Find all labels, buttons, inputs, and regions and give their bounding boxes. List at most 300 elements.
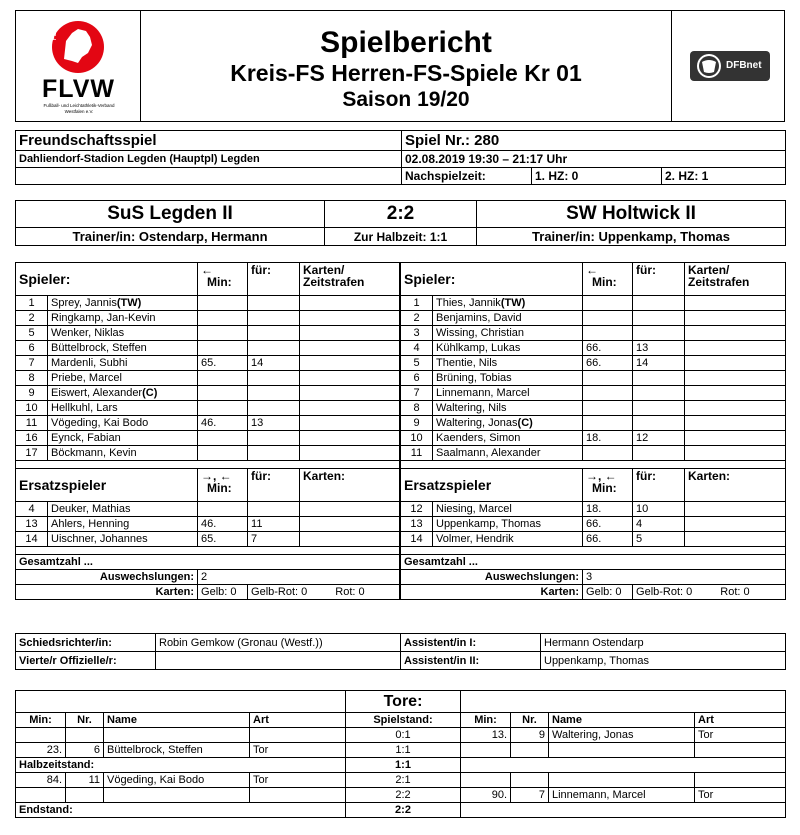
home-karten-label: Karten:	[16, 585, 198, 600]
officials-table	[15, 633, 786, 670]
player-row	[401, 386, 786, 401]
home-player-number: 17	[16, 446, 48, 461]
season-title: Saison 19/20	[342, 88, 470, 111]
away-player-number: 6	[401, 371, 433, 386]
assistant1-label: Assistent/in I:	[401, 634, 541, 652]
home-goal-number: 11	[66, 773, 104, 788]
player-name-text: Waltering, Nils	[436, 402, 507, 414]
flvw-logo	[16, 11, 141, 121]
player-name-text: Waltering, Jonas	[436, 417, 518, 429]
home-player-name	[48, 386, 198, 401]
away-goal-type	[695, 743, 786, 758]
away-sub-number: 14	[401, 532, 433, 547]
home-player-sub-for	[248, 401, 300, 416]
goal-row	[16, 728, 786, 743]
home-player-sub-for: 14	[248, 356, 300, 371]
player-row	[401, 446, 786, 461]
home-sub-sub-for: 7	[248, 532, 300, 547]
goal-row	[16, 773, 786, 788]
home-auswechslungen-label: Auswechslungen:	[16, 570, 198, 585]
away-sub-sub-minute: 66.	[583, 532, 633, 547]
away-sub-sub-minute: 18.	[583, 502, 633, 517]
home-player-name	[48, 416, 198, 431]
away-player-number: 10	[401, 431, 433, 446]
halbzeitstand-row	[16, 758, 786, 773]
home-player-sub-for	[248, 371, 300, 386]
player-row	[401, 401, 786, 416]
away-player-name	[433, 341, 583, 356]
goals-table	[15, 690, 786, 818]
away-ersatz-header: Ersatzspieler	[401, 469, 583, 502]
player-name-text: Kühlkamp, Lukas	[436, 342, 521, 354]
home-goal-minute	[16, 728, 66, 743]
home-player-cards	[300, 386, 400, 401]
away-sub-name	[433, 502, 583, 517]
home-player-sub-for	[248, 446, 300, 461]
home-goal-scorer	[104, 728, 250, 743]
home-sub-sub-minute: 46.	[198, 517, 248, 532]
home-player-sub-for	[248, 311, 300, 326]
match-venue: Dahliendorf-Stadion Legden (Hauptpl) Legden	[16, 151, 402, 168]
away-player-name	[433, 416, 583, 431]
away-arrow-left-icon: ←	[586, 263, 599, 277]
away-karten-label: Karten:	[401, 585, 583, 600]
player-row	[401, 341, 786, 356]
away-goal-number: 7	[511, 788, 549, 803]
home-player-number: 2	[16, 311, 48, 326]
endstand-label: Endstand:	[16, 803, 346, 818]
player-name-text: Niesing, Marcel	[436, 503, 512, 515]
home-player-name	[48, 311, 198, 326]
home-player-number: 11	[16, 416, 48, 431]
player-name-text: Thentie, Nils	[436, 357, 498, 369]
home-sub-name	[48, 517, 198, 532]
away-gelbrot: Gelb-Rot: 0	[636, 586, 693, 598]
report-header	[15, 10, 785, 122]
player-name-text: Benjamins, David	[436, 312, 522, 324]
player-row	[401, 371, 786, 386]
home-sub-cards	[300, 502, 400, 517]
referee-name: Robin Gemkow (Gronau (Westf.))	[156, 634, 401, 652]
away-goal-scorer	[549, 743, 695, 758]
away-goal-min-header: Min:	[461, 713, 511, 728]
home-sub-sub-for: 11	[248, 517, 300, 532]
home-sub-sub-minute: 65.	[198, 532, 248, 547]
dfbnet-logo	[671, 11, 784, 121]
sub-arrows-icon: →, ←	[201, 469, 232, 483]
away-goal-minute	[461, 743, 511, 758]
endstand-empty	[461, 803, 786, 818]
match-type: Freundschaftsspiel	[16, 131, 402, 151]
away-player-sub-for	[633, 371, 685, 386]
second-half-extra: 2. HZ: 1	[662, 168, 786, 185]
away-player-number: 2	[401, 311, 433, 326]
home-player-cards	[300, 341, 400, 356]
away-goal-type: Tor	[695, 788, 786, 803]
away-player-name	[433, 401, 583, 416]
player-row	[16, 386, 400, 401]
home-player-name	[48, 446, 198, 461]
away-goal-number	[511, 773, 549, 788]
away-sub-min-header: Min:	[592, 481, 617, 495]
away-player-number: 5	[401, 356, 433, 371]
home-goal-art-header: Art	[250, 713, 346, 728]
home-player-name	[48, 401, 198, 416]
away-player-number: 8	[401, 401, 433, 416]
karten-header: Karten/	[303, 263, 345, 277]
player-name-text: Linnemann, Marcel	[436, 387, 530, 399]
away-goal-name-header: Name	[549, 713, 695, 728]
player-row	[16, 341, 400, 356]
away-player-sub-for	[633, 386, 685, 401]
away-sub-sub-minute: 66.	[583, 517, 633, 532]
player-name-text: Büttelbrock, Steffen	[51, 342, 147, 354]
player-row	[401, 416, 786, 431]
goal-row	[16, 743, 786, 758]
home-rot: Rot: 0	[335, 586, 365, 598]
spielstand-header: Spielstand:	[346, 713, 461, 728]
away-goal-art-header: Art	[695, 713, 786, 728]
away-player-cards	[685, 371, 786, 386]
away-sub-sub-for: 4	[633, 517, 685, 532]
min-header: Min:	[207, 275, 232, 289]
match-info-table	[15, 130, 786, 185]
player-name-text: Mardenli, Subhi	[51, 357, 128, 369]
home-player-sub-minute	[198, 326, 248, 341]
away-auswechslungen: 3	[583, 570, 786, 585]
away-player-sub-for	[633, 296, 685, 311]
away-player-number: 11	[401, 446, 433, 461]
away-sub-name	[433, 532, 583, 547]
away-player-sub-minute	[583, 401, 633, 416]
away-goal-number	[511, 743, 549, 758]
away-goal-type	[695, 773, 786, 788]
away-goal-scorer	[549, 773, 695, 788]
away-goal-minute: 13.	[461, 728, 511, 743]
away-goal-scorer: Linnemann, Marcel	[549, 788, 695, 803]
player-row	[16, 532, 400, 547]
away-gelb: Gelb: 0	[583, 585, 633, 600]
away-trainer: Trainer/in: Uppenkamp, Thomas	[477, 228, 786, 246]
away-player-sub-minute	[583, 326, 633, 341]
away-sub-number: 12	[401, 502, 433, 517]
home-player-sub-minute	[198, 446, 248, 461]
home-sub-cards	[300, 517, 400, 532]
home-player-name	[48, 371, 198, 386]
home-sub-name	[48, 532, 198, 547]
away-player-cards	[685, 401, 786, 416]
player-name-text: Wenker, Niklas	[51, 327, 125, 339]
home-goal-number	[66, 728, 104, 743]
endstand-row	[16, 803, 786, 818]
home-player-cards	[300, 401, 400, 416]
home-gelb: Gelb: 0	[198, 585, 248, 600]
home-player-sub-minute	[198, 311, 248, 326]
away-spieler-header: Spieler:	[401, 263, 583, 296]
away-player-sub-minute	[583, 386, 633, 401]
away-player-name	[433, 386, 583, 401]
home-sub-number: 4	[16, 502, 48, 517]
player-row	[16, 356, 400, 371]
home-sub-name	[48, 502, 198, 517]
home-player-sub-minute	[198, 341, 248, 356]
goal-score: 2:2	[346, 788, 461, 803]
arrow-left-icon: ←	[201, 263, 214, 277]
player-name-text: Ahlers, Henning	[51, 518, 130, 530]
away-team-name: SW Holtwick II	[477, 201, 786, 228]
flvw-text: FLVW	[42, 75, 115, 103]
away-player-sub-for	[633, 446, 685, 461]
away-min-header: Min:	[592, 275, 617, 289]
away-player-name	[433, 356, 583, 371]
player-name-text: Deuker, Mathias	[51, 503, 131, 515]
player-row	[401, 296, 786, 311]
away-players-table	[400, 262, 786, 600]
home-goal-number: 6	[66, 743, 104, 758]
player-name-text: Eynck, Fabian	[51, 432, 121, 444]
away-player-sub-minute: 66.	[583, 356, 633, 371]
player-row	[16, 416, 400, 431]
away-goal-scorer: Waltering, Jonas	[549, 728, 695, 743]
away-player-sub-minute	[583, 446, 633, 461]
home-player-name	[48, 431, 198, 446]
away-goal-minute	[461, 773, 511, 788]
home-sub-number: 13	[16, 517, 48, 532]
away-player-cards	[685, 356, 786, 371]
fourth-official-name	[156, 652, 401, 670]
home-player-number: 6	[16, 341, 48, 356]
home-player-name	[48, 341, 198, 356]
home-player-sub-minute: 65.	[198, 356, 248, 371]
home-player-number: 16	[16, 431, 48, 446]
away-auswechslungen-label: Auswechslungen:	[401, 570, 583, 585]
away-player-cards	[685, 386, 786, 401]
home-player-number: 7	[16, 356, 48, 371]
home-goal-name-header: Name	[104, 713, 250, 728]
fourth-official-label: Vierte/r Offizielle/r:	[16, 652, 156, 670]
sub-karten-header: Karten:	[300, 469, 400, 502]
player-row	[16, 311, 400, 326]
home-goal-minute	[16, 788, 66, 803]
away-karten-header: Karten/	[688, 263, 730, 277]
away-player-sub-for: 12	[633, 431, 685, 446]
flvw-subtext: Fußball- und Leichtathletik-Verband Westfalen e.V.	[43, 103, 115, 114]
player-name-text: Ringkamp, Jan-Kevin	[51, 312, 156, 324]
halftime-score: Zur Halbzeit: 1:1	[325, 228, 477, 246]
home-player-sub-minute: 46.	[198, 416, 248, 431]
away-goal-minute: 90.	[461, 788, 511, 803]
away-player-cards	[685, 416, 786, 431]
player-row	[16, 431, 400, 446]
page-title: Spielbericht	[320, 26, 492, 59]
away-player-number: 4	[401, 341, 433, 356]
away-player-sub-for	[633, 401, 685, 416]
zeitstrafen-header: Zeitstrafen	[303, 275, 365, 289]
home-sub-cards	[300, 532, 400, 547]
home-player-name	[48, 296, 198, 311]
player-row	[16, 371, 400, 386]
away-player-sub-minute: 66.	[583, 341, 633, 356]
away-sub-cards	[685, 532, 786, 547]
player-role-suffix: (TW)	[116, 297, 142, 309]
home-team-name: SuS Legden II	[16, 201, 325, 228]
player-name-text: Brüning, Tobias	[436, 372, 512, 384]
player-row	[401, 311, 786, 326]
home-player-cards	[300, 356, 400, 371]
away-player-cards	[685, 296, 786, 311]
home-goal-scorer	[104, 788, 250, 803]
home-player-cards	[300, 326, 400, 341]
assistant1-name: Hermann Ostendarp	[541, 634, 786, 652]
home-player-sub-for	[248, 326, 300, 341]
nachspielzeit-label: Nachspielzeit:	[402, 168, 532, 185]
home-player-sub-for	[248, 386, 300, 401]
away-player-name	[433, 431, 583, 446]
away-player-sub-for	[633, 326, 685, 341]
home-player-sub-minute	[198, 296, 248, 311]
away-sub-sub-for: 5	[633, 532, 685, 547]
home-goal-number	[66, 788, 104, 803]
away-player-name	[433, 311, 583, 326]
player-row	[16, 401, 400, 416]
svg-text:FLVW: FLVW	[51, 21, 58, 41]
home-player-sub-for	[248, 431, 300, 446]
competition-title: Kreis-FS Herren-FS-Spiele Kr 01	[230, 60, 582, 86]
home-player-number: 8	[16, 371, 48, 386]
home-player-sub-minute	[198, 431, 248, 446]
home-trainer: Trainer/in: Ostendarp, Hermann	[16, 228, 325, 246]
player-row	[16, 446, 400, 461]
away-player-cards	[685, 446, 786, 461]
player-name-text: Priebe, Marcel	[51, 372, 122, 384]
player-role-suffix: (C)	[142, 387, 158, 399]
away-sub-fuer-header: für:	[633, 469, 685, 502]
home-player-cards	[300, 446, 400, 461]
away-player-cards	[685, 326, 786, 341]
away-sub-number: 13	[401, 517, 433, 532]
away-player-sub-for	[633, 311, 685, 326]
home-player-number: 10	[16, 401, 48, 416]
away-player-sub-minute	[583, 296, 633, 311]
sub-min-header: Min:	[207, 481, 232, 495]
home-player-sub-for	[248, 341, 300, 356]
home-player-cards	[300, 431, 400, 446]
player-name-text: Thies, Jannik	[436, 297, 501, 309]
home-player-sub-minute	[198, 401, 248, 416]
home-players-table	[15, 262, 400, 600]
player-row	[16, 326, 400, 341]
player-row	[401, 517, 786, 532]
away-sub-cards	[685, 517, 786, 532]
fuer-header: für:	[248, 263, 300, 296]
home-goal-scorer: Vögeding, Kai Bodo	[104, 773, 250, 788]
home-player-sub-for: 13	[248, 416, 300, 431]
player-row	[401, 326, 786, 341]
away-rot: Rot: 0	[720, 586, 750, 598]
player-name-text: Sprey, Jannis	[51, 297, 117, 309]
home-player-cards	[300, 296, 400, 311]
player-role-suffix: (C)	[517, 417, 533, 429]
home-sub-sub-minute	[198, 502, 248, 517]
home-player-sub-minute	[198, 386, 248, 401]
away-player-cards	[685, 311, 786, 326]
goal-score: 1:1	[346, 743, 461, 758]
home-goal-minute: 84.	[16, 773, 66, 788]
halbzeitstand-label: Halbzeitstand:	[16, 758, 346, 773]
player-name-text: Wissing, Christian	[436, 327, 525, 339]
halbzeitstand-empty	[461, 758, 786, 773]
dfb-eagle-icon	[694, 52, 724, 80]
away-sub-cards	[685, 502, 786, 517]
away-sub-name	[433, 517, 583, 532]
home-goal-min-header: Min:	[16, 713, 66, 728]
home-player-cards	[300, 311, 400, 326]
away-lineup	[400, 262, 786, 600]
endstand-score: 2:2	[346, 803, 461, 818]
away-player-name	[433, 371, 583, 386]
home-player-number: 9	[16, 386, 48, 401]
player-name-text: Vögeding, Kai Bodo	[51, 417, 149, 429]
away-player-sub-for	[633, 416, 685, 431]
away-player-cards	[685, 431, 786, 446]
away-goal-type: Tor	[695, 728, 786, 743]
away-player-number: 1	[401, 296, 433, 311]
away-sub-sub-for: 10	[633, 502, 685, 517]
match-datetime: 02.08.2019 19:30 – 21:17 Uhr	[402, 151, 786, 168]
assistant2-label: Assistent/in II:	[401, 652, 541, 670]
home-player-name	[48, 356, 198, 371]
home-player-sub-for	[248, 296, 300, 311]
player-name-text: Kaenders, Simon	[436, 432, 521, 444]
first-half-extra: 1. HZ: 0	[532, 168, 662, 185]
away-player-name	[433, 326, 583, 341]
home-goal-nr-header: Nr.	[66, 713, 104, 728]
away-player-cards	[685, 341, 786, 356]
ersatz-header: Ersatzspieler	[16, 469, 198, 502]
final-score: 2:2	[325, 201, 477, 228]
halbzeitstand-score: 1:1	[346, 758, 461, 773]
player-name-text: Böckmann, Kevin	[51, 447, 137, 459]
goal-score: 2:1	[346, 773, 461, 788]
player-row	[401, 532, 786, 547]
away-fuer-header: für:	[633, 263, 685, 296]
teams-table	[15, 200, 786, 246]
dfbnet-text: DFBnet	[726, 60, 762, 71]
away-player-sub-minute	[583, 311, 633, 326]
referee-label: Schiedsrichter/in:	[16, 634, 156, 652]
home-player-number: 1	[16, 296, 48, 311]
away-player-sub-minute	[583, 371, 633, 386]
goals-title: Tore:	[346, 691, 461, 713]
home-gelbrot: Gelb-Rot: 0	[251, 586, 308, 598]
away-zeitstrafen-header: Zeitstrafen	[688, 275, 750, 289]
away-player-name	[433, 446, 583, 461]
away-player-sub-for: 14	[633, 356, 685, 371]
home-goal-type: Tor	[250, 773, 346, 788]
player-name-text: Hellkuhl, Lars	[51, 402, 118, 414]
away-player-number: 3	[401, 326, 433, 341]
home-goal-minute: 23.	[16, 743, 66, 758]
player-row	[401, 502, 786, 517]
home-gesamtzahl: Gesamtzahl ...	[16, 555, 400, 570]
home-player-name	[48, 326, 198, 341]
home-player-sub-minute	[198, 371, 248, 386]
home-sub-number: 14	[16, 532, 48, 547]
goal-row	[16, 788, 786, 803]
home-goal-type	[250, 728, 346, 743]
player-name-text: Eiswert, Alexander	[51, 387, 143, 399]
home-goal-scorer: Büttelbrock, Steffen	[104, 743, 250, 758]
